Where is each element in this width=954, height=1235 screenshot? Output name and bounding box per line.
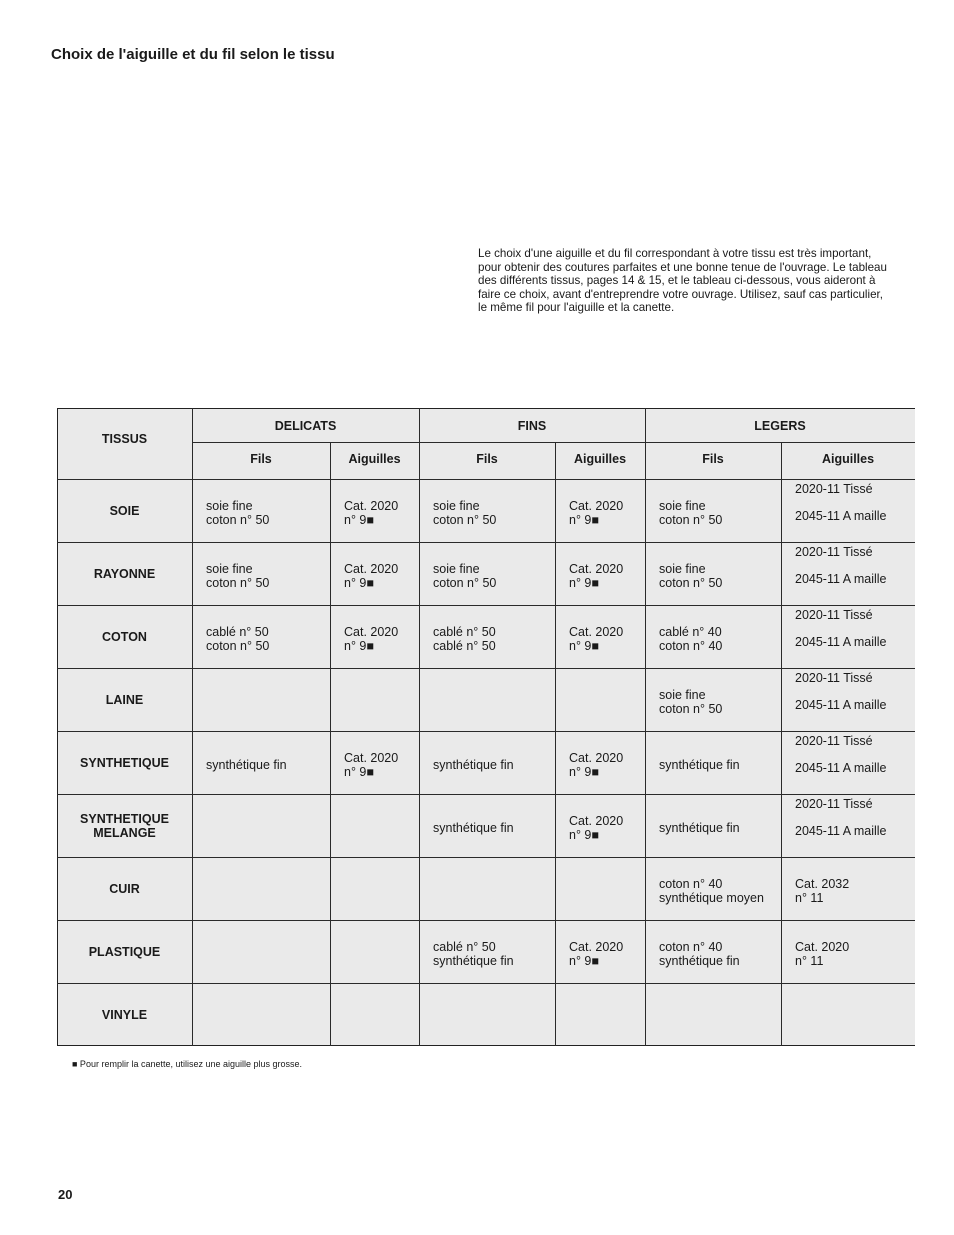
table-cell: soie fine coton n° 50 — [206, 499, 270, 527]
table-cell: cablé n° 50 coton n° 50 — [206, 625, 270, 653]
table-cell: 2020-11 Tissé 2045-11 A maille — [795, 671, 887, 712]
table-cell: 2020-11 Tissé 2045-11 A maille — [795, 797, 887, 838]
subheader-aiguilles: Aiguilles — [573, 452, 627, 466]
subheader-aiguilles: Aiguilles — [348, 452, 401, 466]
table-cell: Cat. 2020 n° 9■ — [569, 814, 624, 842]
row-name-rayonne: RAYONNE — [93, 566, 156, 581]
subheader-fils: Fils — [476, 452, 498, 466]
table-cell: soie fine coton n° 50 — [206, 562, 270, 590]
group-divider — [192, 408, 193, 1046]
table-cell: cablé n° 50 synthétique fin — [433, 940, 514, 968]
subcol-divider — [330, 442, 331, 1046]
table-cell: synthétique fin — [433, 820, 514, 835]
footnote: ■ Pour remplir la canette, utilisez une aiguille plus grosse. — [72, 1059, 303, 1069]
table-border-top — [57, 408, 915, 409]
row-name-cuir: CUIR — [109, 881, 140, 896]
table-cell: 2020-11 Tissé 2045-11 A maille — [795, 482, 887, 523]
table-cell: soie fine coton n° 50 — [659, 688, 723, 716]
header-group-line — [192, 442, 915, 443]
table-cell: soie fine coton n° 50 — [659, 499, 723, 527]
row-divider — [57, 668, 915, 669]
row-divider — [57, 983, 915, 984]
subheader-aiguilles: Aiguilles — [821, 452, 875, 466]
row-name-coton: COTON — [102, 629, 147, 644]
table-cell: 2020-11 Tissé 2045-11 A maille — [795, 545, 887, 586]
fabric-table — [57, 408, 915, 1046]
table-cell: Cat. 2020 n° 9■ — [569, 562, 624, 590]
group-divider — [419, 408, 420, 1046]
table-cell: Cat. 2020 n° 11 — [795, 940, 850, 968]
row-name-synthetique-melange: SYNTHETIQUE MELANGE — [80, 811, 169, 840]
row-divider — [57, 731, 915, 732]
table-cell: coton n° 40 synthétique fin — [659, 940, 740, 968]
row-name-laine: LAINE — [105, 692, 144, 707]
row-divider — [57, 794, 915, 795]
header-group-legers: LEGERS — [754, 419, 806, 433]
subheader-fils: Fils — [702, 452, 724, 466]
table-cell: Cat. 2020 n° 9■ — [344, 625, 399, 653]
table-cell: Cat. 2020 n° 9■ — [569, 625, 624, 653]
table-cell: soie fine coton n° 50 — [433, 499, 497, 527]
table-cell: 2020-11 Tissé 2045-11 A maille — [795, 608, 887, 649]
table-cell: Cat. 2020 n° 9■ — [344, 751, 399, 779]
table-cell: Cat. 2020 n° 9■ — [569, 940, 624, 968]
table-cell: coton n° 40 synthétique moyen — [659, 877, 764, 905]
table-cell: soie fine coton n° 50 — [659, 562, 723, 590]
row-divider — [57, 605, 915, 606]
row-name-synthetique: SYNTHETIQUE — [80, 755, 169, 770]
subcol-divider — [555, 442, 556, 1046]
table-cell: cablé n° 50 cablé n° 50 — [433, 625, 496, 653]
header-tissus: TISSUS — [101, 432, 148, 446]
table-cell: synthétique fin — [659, 820, 740, 835]
row-divider — [57, 920, 915, 921]
page-number: 20 — [58, 1187, 73, 1202]
intro-paragraph: Le choix d'une aiguille et du fil correspondant à votre tissu est très important, pour obtenir des coutures parfaites et une bonne tenue de l'ouvrage. Le tableau des différents tissus, pages 14 & 15, et le tableau ci-dessous, vous aideront à faire ce choix, avant d'entreprendre votre ouvrage. Utilisez, sauf cas particulier, le même fil pour l'aiguille et la canette. — [478, 247, 887, 315]
page-title: Choix de l'aiguille et du fil selon le tissu — [51, 46, 335, 63]
table-cell: synthétique fin — [659, 757, 740, 772]
row-name-soie: SOIE — [109, 503, 140, 518]
table-cell: Cat. 2032 n° 11 — [795, 877, 850, 905]
table-cell: soie fine coton n° 50 — [433, 562, 497, 590]
intro-text — [478, 247, 888, 315]
table-cell: synthétique fin — [206, 757, 287, 772]
table-cell: synthétique fin — [433, 757, 514, 772]
header-group-fins: FINS — [517, 419, 547, 433]
row-divider — [57, 857, 915, 858]
row-divider — [57, 542, 915, 543]
header-group-delicats: DELICATS — [274, 419, 337, 433]
table-cell: Cat. 2020 n° 9■ — [344, 499, 399, 527]
table-cell: cablé n° 40 coton n° 40 — [659, 625, 723, 653]
row-name-plastique: PLASTIQUE — [88, 944, 161, 959]
table-cell: Cat. 2020 n° 9■ — [569, 751, 624, 779]
table-cell: Cat. 2020 n° 9■ — [344, 562, 399, 590]
row-name-vinyle: VINYLE — [101, 1007, 148, 1022]
table-cell: 2020-11 Tissé 2045-11 A maille — [795, 734, 887, 775]
subcol-divider — [781, 442, 782, 1046]
group-divider — [645, 408, 646, 1046]
subheader-fils: Fils — [250, 452, 272, 466]
table-cell: Cat. 2020 n° 9■ — [569, 499, 624, 527]
header-bottom-line — [57, 479, 915, 480]
table-border-bottom — [57, 1045, 915, 1046]
